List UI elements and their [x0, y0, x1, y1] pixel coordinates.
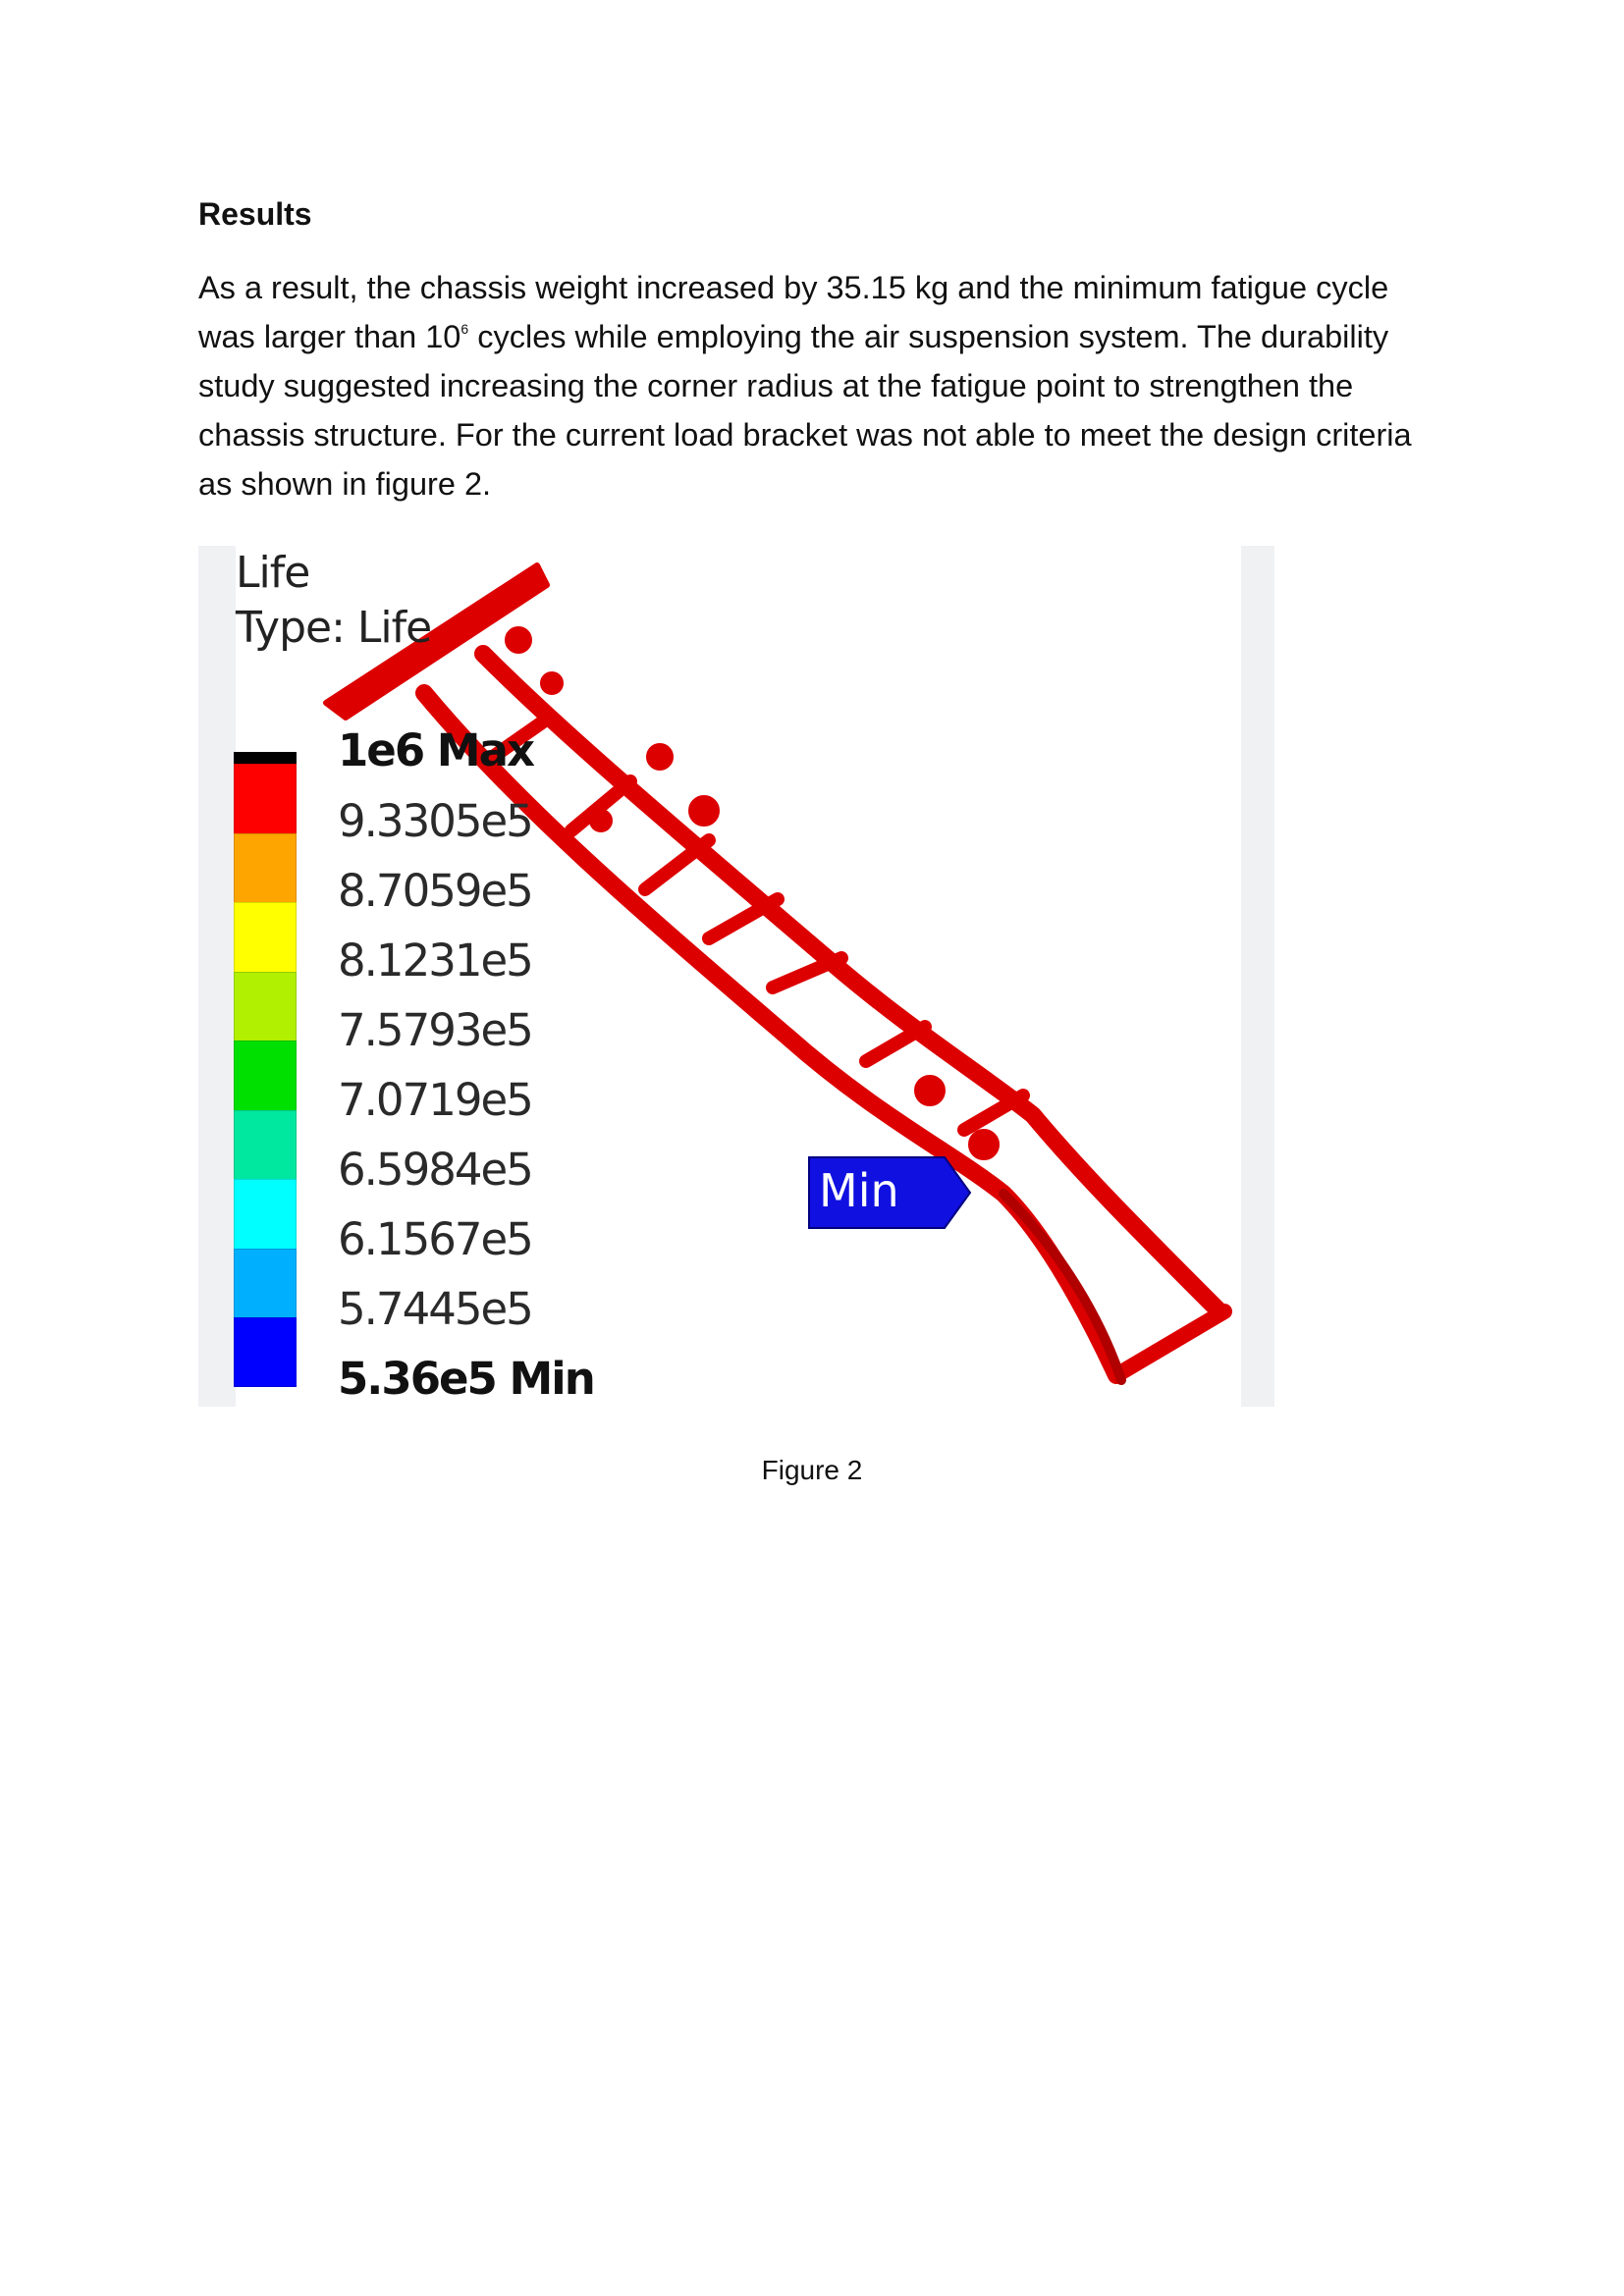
legend-label-max: 1e6 Max	[338, 724, 533, 776]
legend-label: 8.7059e5	[338, 865, 532, 917]
legend-label: 5.7445e5	[338, 1283, 532, 1335]
bracket-7	[970, 1131, 998, 1158]
cross-member-3	[645, 840, 709, 889]
legend-swatch	[234, 1249, 297, 1318]
legend-color-bar	[234, 752, 300, 1387]
legend-type: Type: Life	[236, 603, 432, 653]
results-paragraph	[198, 263, 1435, 508]
legend-swatch	[234, 1110, 297, 1180]
paragraph-text-part1: As a result, the chassis weight increased by 35.15 kg and the minimum fatigue cycle was larger than 10	[198, 270, 1389, 354]
bracket-3	[648, 745, 672, 769]
legend-label-min: 5.36e5 Min	[338, 1353, 594, 1405]
section-heading: Results	[198, 196, 312, 232]
legend-swatch	[234, 1041, 297, 1110]
bracket-2	[542, 673, 562, 693]
legend-label: 7.0719e5	[338, 1074, 532, 1126]
legend-swatch	[234, 833, 297, 903]
bracket-5	[591, 811, 611, 830]
rear-cross-member	[1116, 1311, 1224, 1375]
legend-title: Life	[236, 548, 310, 598]
legend-swatch	[234, 972, 297, 1041]
legend-swatch	[234, 902, 297, 972]
legend-swatch	[234, 764, 297, 833]
bracket-6	[916, 1077, 944, 1104]
paragraph-text-part2: cycles while employing the air suspension system. The durability study suggested increasing the corner radius at the fatigue point to strengthen the chassis structure. For the current load bracket was not able to meet the design criteria as shown in figure 2.	[198, 319, 1412, 502]
legend-swatch-max	[234, 752, 297, 764]
legend-label: 7.5793e5	[338, 1004, 532, 1056]
bracket-4	[690, 797, 718, 825]
legend-swatch	[234, 1179, 297, 1249]
min-marker-label: Min	[819, 1164, 899, 1217]
legend-label: 9.3305e5	[338, 795, 532, 847]
cycle-exponent: 6	[460, 321, 469, 337]
cross-member-7	[964, 1095, 1023, 1130]
bracket-1	[507, 628, 530, 652]
legend-label: 6.5984e5	[338, 1144, 532, 1196]
fatigue-life-figure	[198, 546, 1274, 1407]
legend-label: 6.1567e5	[338, 1213, 532, 1265]
legend-label: 8.1231e5	[338, 934, 532, 987]
cross-member-6	[866, 1027, 925, 1061]
legend-swatch-min	[234, 1317, 297, 1387]
figure-caption: Figure 2	[761, 1455, 863, 1485]
